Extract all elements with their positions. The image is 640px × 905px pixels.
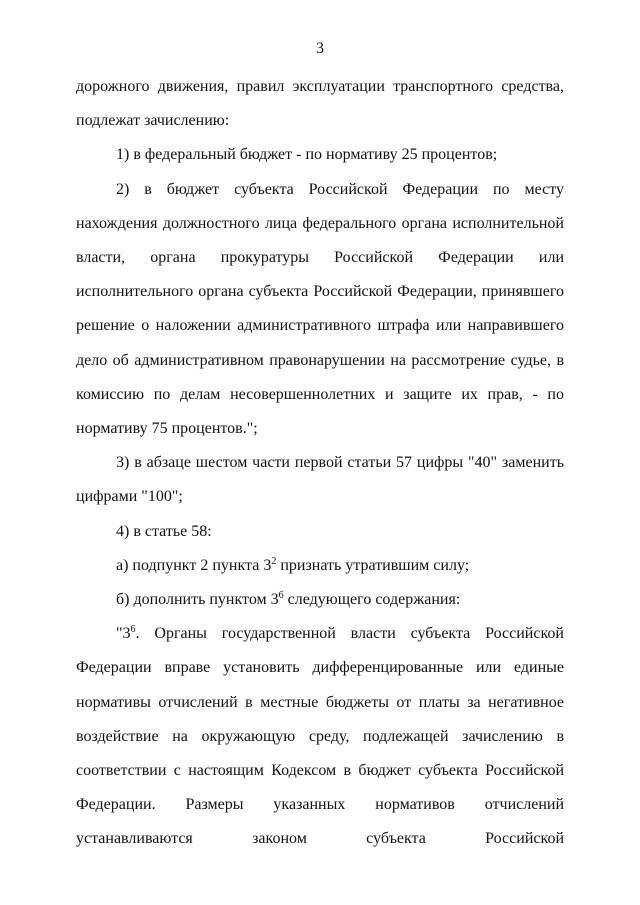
text-fragment: . Органы государственной власти субъекта Российской Федерации вправе установить дифференцированные или единые нормативы отчислений в местные бюджеты от платы за негативное воздействие на окружающую среду, подлежащей зачислению в соответствии с настоящим Кодексом в бюджет субъекта Российской Федерации. Размеры указанных нормативов отчислений устанавливаются законом субъекта Российской [76,625,564,848]
paragraph-item-2: 2) в бюджет субъекта Российской Федерации по месту нахождения должностного лица федерального органа исполнительной власти, органа прокуратуры Российской Федерации или исполнительного органа субъекта Российской Федерации, принявшего решение о наложении административного штрафа или направившего дело об административном правонарушении на рассмотрение судье, в комиссию по делам несовершеннолетних и защите их прав, - по нормативу 75 процентов."; [76,180,564,438]
text-fragment: а) подпункт 2 пункта 3 [116,556,272,574]
paragraph-continuation: дорожного движения, правил эксплуатации транспортного средства, подлежат зачислению: [76,78,564,130]
text-fragment: признать утратившим силу; [276,556,470,574]
paragraph-subitem-b [76,583,564,617]
text-fragment: "3 [116,625,131,643]
text-fragment: б) дополнить пунктом 3 [116,591,279,609]
paragraph-new-clause [76,617,564,856]
superscript: 6 [130,624,136,636]
paragraph-item-4: 4) в статье 58: [116,522,212,540]
text-fragment: следующего содержания: [283,591,461,609]
paragraph-item-1: 1) в федеральный бюджет - по нормативу 25 процентов; [116,146,498,164]
superscript: 2 [271,555,277,567]
paragraph-subitem-a [76,549,564,583]
paragraph-item-3: 3) в абзаце шестом части первой статьи 57 цифры "40" заменить цифрами "100"; [76,454,564,506]
page-number: 3 [316,40,324,57]
superscript: 6 [278,590,284,602]
document-body [76,70,564,857]
